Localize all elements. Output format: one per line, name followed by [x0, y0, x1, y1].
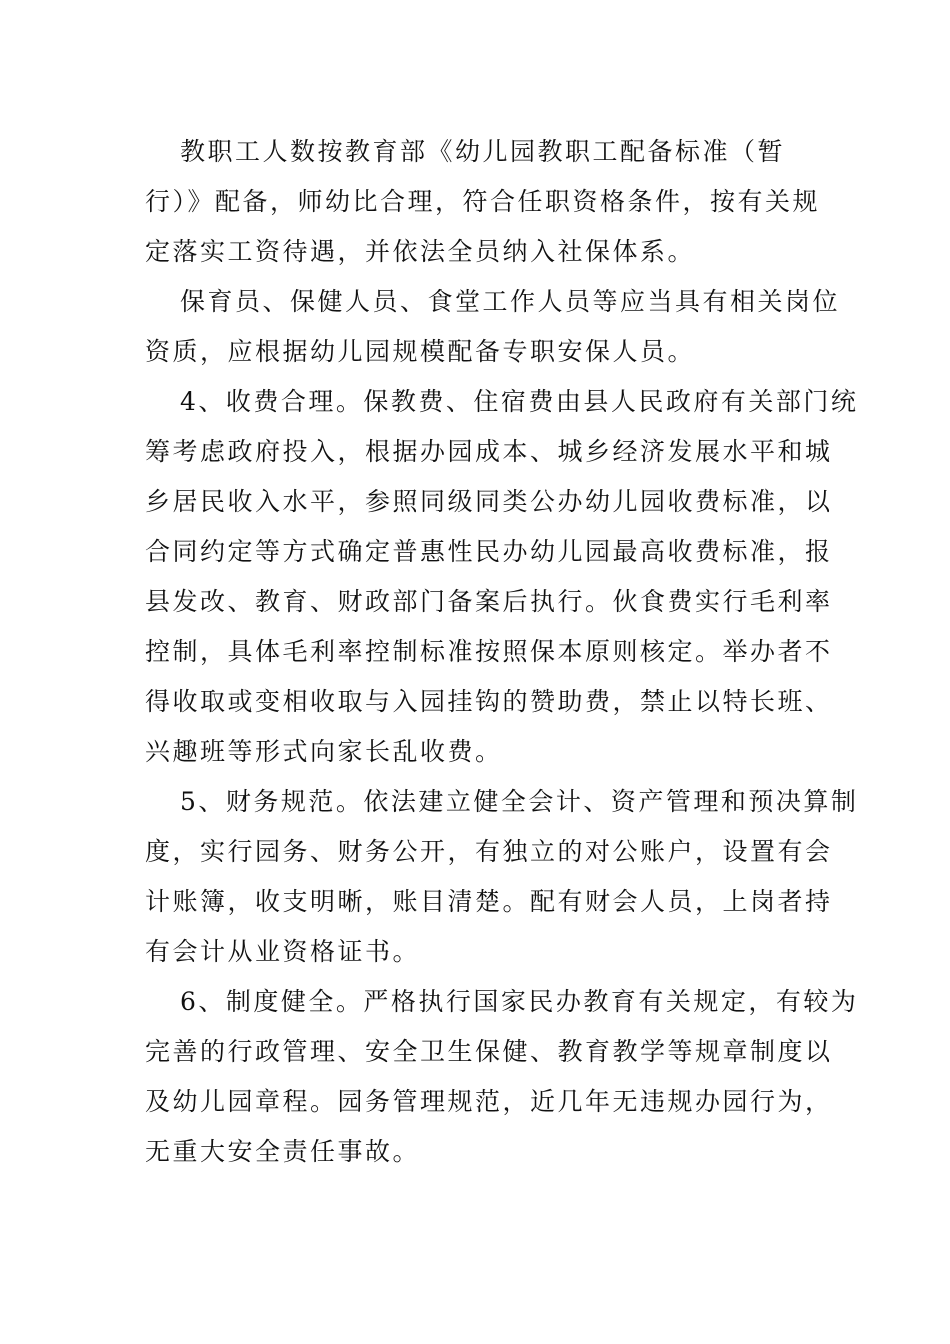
paragraph-line: 定落实工资待遇，并依法全员纳入社保体系。 — [145, 237, 696, 266]
paragraph-line: 得收取或变相收取与入园挂钩的赞助费，禁止以特长班、 — [145, 687, 833, 716]
paragraph-line: 县发改、教育、财政部门备案后执行。伙食费实行毛利率 — [145, 587, 833, 616]
paragraph-line: 有会计从业资格证书。 — [145, 937, 421, 966]
paragraph-line: 4、收费合理。保教费、住宿费由县人民政府有关部门统 — [180, 387, 859, 416]
paragraph-line: 资质，应根据幼儿园规模配备专职安保人员。 — [145, 337, 696, 366]
paragraph-line: 兴趣班等形式向家长乱收费。 — [145, 737, 503, 766]
paragraph-line: 合同约定等方式确定普惠性民办幼儿园最高收费标准，报 — [145, 537, 833, 566]
paragraph-line: 乡居民收入水平，参照同级同类公办幼儿园收费标准，以 — [145, 487, 833, 516]
paragraph-line: 保育员、保健人员、食堂工作人员等应当具有相关岗位 — [180, 287, 841, 316]
paragraph-line: 5、财务规范。依法建立健全会计、资产管理和预决算制 — [180, 787, 859, 816]
paragraph-line: 6、制度健全。严格执行国家民办教育有关规定，有较为 — [180, 987, 859, 1016]
paragraph-line: 计账簿，收支明晰，账目清楚。配有财会人员，上岗者持 — [145, 887, 833, 916]
paragraph-line: 度，实行园务、财务公开，有独立的对公账户，设置有会 — [145, 837, 833, 866]
paragraph-line: 完善的行政管理、安全卫生保健、教育教学等规章制度以 — [145, 1037, 833, 1066]
paragraph-line: 无重大安全责任事故。 — [145, 1137, 421, 1166]
paragraph-line: 教职工人数按教育部《幼儿园教职工配备标准（暂 — [180, 137, 786, 166]
paragraph-line: 控制，具体毛利率控制标准按照保本原则核定。举办者不 — [145, 637, 833, 666]
paragraph-line: 筹考虑政府投入，根据办园成本、城乡经济发展水平和城 — [145, 437, 833, 466]
paragraph-line: 行）》配备，师幼比合理，符合任职资格条件，按有关规 — [145, 187, 821, 216]
paragraph-line: 及幼儿园章程。园务管理规范，近几年无违规办园行为， — [145, 1087, 833, 1116]
